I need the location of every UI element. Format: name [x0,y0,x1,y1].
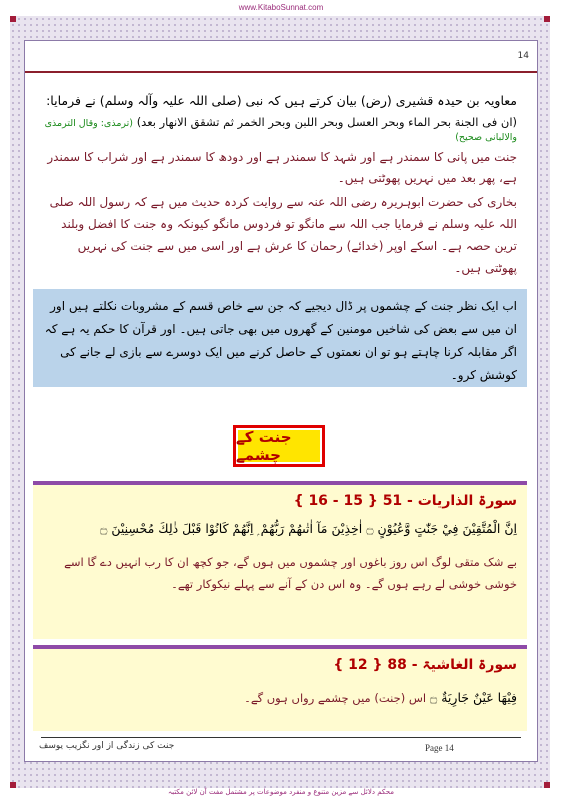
hadith-arabic: (ان فی الجنة بحر الماء وبحر العسل وبحر اللبن وبحر الخمر ثم تشقق الانھار بعد) [136,115,517,129]
footer-rule [41,737,521,738]
page-number-top: 14 [517,51,529,61]
sura-number-1: 51 [382,493,403,509]
bukhari-paragraph: بخاری کی حضرت ابوہریرہ رضی اللہ عنہ سے روایت کردہ حدیث میں ہے کہ رسول اللہ صلی اللہ علیہ وسلم نے فرمایا جب اللہ سے مانگو تو فردوس مانگو کیونکہ وہ جنت کا افضل وبلند ترین حصہ ہے۔ اسکے اوپر (خدائے) رحمان کا عرش ہے اور اسی میں سے جنت کی نہریں پھوٹتی ہیں۔ [49,195,517,275]
site-url[interactable]: www.KitaboSunnat.com [238,3,324,12]
frame-corner [544,16,550,22]
ayah-line-2 [43,687,517,709]
hadith-arabic-line [43,115,517,143]
ayat-range-1: 15 - 16 [308,493,363,509]
hadith-intro: معاویہ بن حیدہ قشیری (رض) بیان کرتے ہیں کہ نبی (صلی اللہ علیہ وآلہ وسلم) نے فرمایا: [46,93,517,108]
site-tagline: محکم دلائل سے مزین متنوع و منفرد موضوعات پر مشتمل مفت آن لائن مکتبہ [167,788,394,796]
section-title: جنت کے چشمے [236,428,292,464]
footer-book-title: جنت کی زندگی از اور نگزیب یوسف [39,741,175,751]
ayah-translation-1: بے شک متقی لوگ اس روز باغوں اور چشموں میں ہوں گے، جو کچھ ان کا رب انہیں دے گا اسے خوشی خوشی لے رہے ہوں گے۔ وہ اس دن کے آنے سے پہلے نیکوکار تھے۔ [64,555,517,591]
quran-ayah-2: فِيْهَا عَيْنٌ جَارِيَةٌ ۝ [429,690,517,705]
frame-corner [10,16,16,22]
header-rule [25,71,537,73]
sura-number-2: 88 [387,657,407,673]
sura-name-1: سورۃ الذاریات [417,493,517,509]
hadith-reference: (ترمذی: وقال الترمذی والالبانی صحیح) [44,118,517,143]
ayat-range-2: 12 [348,657,368,673]
footer-page-label: Page 14 [425,743,454,753]
page-content [24,40,538,762]
section-top-bar [33,481,527,485]
sura-reference-2: سورۃ الغاشیۃ - 88 { 12 } [333,657,517,673]
section-title-box [233,425,325,467]
quran-ayah-1: اِنَّ الْمُتَّقِيْنَ فِيْ جَنّٰتٍ وَّعُيُوْنٍ ۝ اٰخِذِيْنَ مَآ اٰتٰىهُمْ رَبُّهُمْ ۭ اِنَّهُمْ كَانُوْا قَبْلَ ذٰلِكَ مُحْسِنِيْنَ ۝ [100,521,517,536]
hadith-translation: جنت میں پانی کا سمندر ہے اور شہد کا سمندر ہے اور دودھ کا سمندر ہے اور شراب کا سمندر ہے، پھر بعد میں نہریں پھوٹتی ہیں۔ [47,150,517,185]
sura-section-1 [33,481,527,639]
intro-box-text: اب ایک نظر جنت کے چشموں پر ڈال دیجیے کہ جن سے خاص قسم کے مشروبات نکلتے ہیں اور ان میں سے بعض کی شاخیں مومنین کے گھروں میں بھی جاتی ہیں۔ اور قرآن کا حکم یہ ہے کہ اگر مقابلہ کرنا چاہتے ہو تو ان نعمتوں کے حاصل کرنے میں ایک دوسرے سے بازی لے جانے کی کوشش کرو۔ [44,299,517,382]
sura-section-2 [33,645,527,731]
sura-reference-1: سورۃ الذاریات - 51 { 15 - 16 } [293,493,517,509]
ayah-translation-2: اس (جنت) میں چشمے رواں ہوں گے۔ [244,691,427,705]
section-top-bar [33,645,527,649]
sura-name-2: سورۃ الغاشیۃ [422,657,517,673]
